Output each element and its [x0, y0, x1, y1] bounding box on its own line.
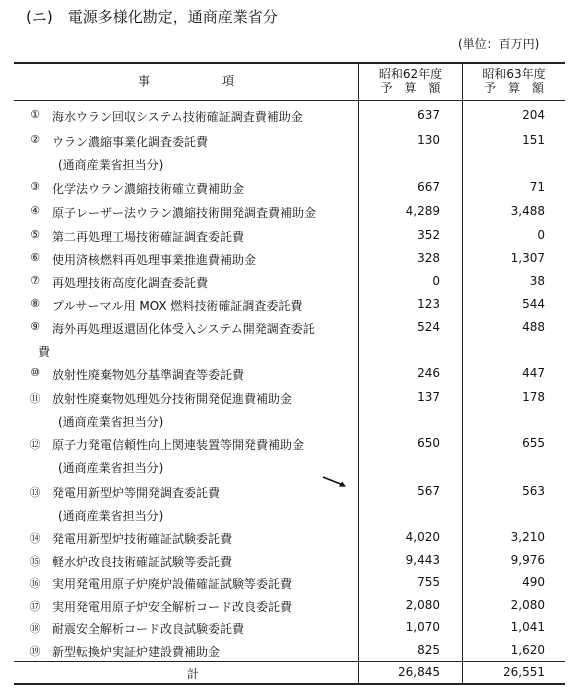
row-number: ⑱ — [29, 622, 41, 635]
row-item-name: 耐震安全解析コード改良試験委託費 — [52, 622, 245, 636]
header-item: 事 項 — [137, 74, 234, 88]
row-value-fy62: 524 — [417, 320, 440, 334]
total-v63: 26,551 — [503, 665, 545, 679]
header-col2 — [463, 67, 565, 95]
row-number: ⑧ — [30, 297, 40, 310]
row-value-fy62: 4,020 — [405, 530, 440, 544]
row-number: ④ — [30, 204, 40, 217]
row-item-name: 第二再処理工場技術確証調査委託費 — [52, 230, 245, 244]
row-value-fy62: 650 — [417, 436, 440, 450]
row-value-fy63: 38 — [529, 274, 545, 288]
row-number: ⑨ — [30, 320, 40, 333]
row-item-name: 海外再処理返還固化体受入システム開発調査委託 — [52, 322, 315, 336]
row-value-fy62: 1,070 — [405, 620, 440, 634]
total-rule — [14, 661, 565, 662]
row-value-fy63: 1,307 — [510, 251, 545, 265]
row-item-name: 使用済核燃料再処理事業推進費補助金 — [52, 253, 257, 267]
row-value-fy62: 755 — [417, 575, 440, 589]
row-value-fy63: 2,080 — [510, 598, 545, 612]
row-value-fy63: 151 — [522, 133, 545, 147]
row-value-fy63: 447 — [522, 366, 545, 380]
row-value-fy63: 563 — [522, 484, 545, 498]
section-title: (ニ) 電源多様化勘定，通商産業省分 — [26, 8, 278, 26]
row-number: ⑩ — [30, 366, 40, 379]
row-item-note: (通商産業省担当分) — [58, 461, 164, 475]
row-value-fy62: 352 — [417, 228, 440, 242]
row-number: ③ — [30, 180, 40, 193]
row-value-fy62: 667 — [417, 180, 440, 194]
row-value-fy62: 825 — [417, 643, 440, 657]
row-value-fy62: 2,080 — [405, 598, 440, 612]
row-value-fy63: 655 — [522, 436, 545, 450]
row-value-fy62: 130 — [417, 133, 440, 147]
table-top-rule — [14, 62, 565, 64]
row-item-name: 海水ウラン回収システム技術確証調査費補助金 — [52, 110, 303, 124]
row-item-note: (通商産業省担当分) — [58, 509, 164, 523]
header-col1 — [359, 67, 462, 95]
row-item-name: プルサーマル用 MOX 燃料技術確証調査委託費 — [52, 299, 303, 313]
row-number: ⑫ — [29, 438, 41, 451]
row-number: ⑯ — [29, 577, 41, 590]
row-item-name: 実用発電用原子炉安全解析コード改良委託費 — [52, 600, 293, 614]
row-value-fy63: 488 — [522, 320, 545, 334]
row-number: ⑭ — [29, 532, 41, 545]
row-value-fy63: 3,210 — [510, 530, 545, 544]
row-value-fy62: 567 — [417, 484, 440, 498]
row-number: ⑦ — [30, 274, 40, 287]
column-divider-1 — [358, 63, 359, 684]
header-col1-line2: 予 算 額 — [380, 81, 441, 95]
row-item-note: (通商産業省担当分) — [58, 415, 164, 429]
row-value-fy62: 637 — [417, 108, 440, 122]
row-item-name: 再処理技術高度化調査委託費 — [52, 276, 209, 290]
row-value-fy63: 490 — [522, 575, 545, 589]
row-item-name: 軽水炉改良技術確証試験等委託費 — [52, 555, 233, 569]
row-value-fy62: 9,443 — [405, 553, 440, 567]
row-number: ② — [30, 133, 40, 146]
row-number: ⑪ — [29, 392, 41, 405]
total-label: 計 — [187, 667, 200, 681]
header-rule — [14, 100, 565, 101]
row-item-name: 新型転換炉実証炉建設費補助金 — [52, 645, 221, 659]
row-item-name: 化学法ウラン濃縮技術確立費補助金 — [52, 182, 245, 196]
row-item-name: 原子レーザー法ウラン濃縮技術開発調査費補助金 — [52, 206, 317, 220]
row-value-fy62: 137 — [417, 390, 440, 404]
row-number: ⑮ — [29, 555, 41, 568]
header-col2-line2: 予 算 額 — [483, 81, 544, 95]
row-value-fy63: 1,041 — [510, 620, 545, 634]
row-number: ⑤ — [30, 228, 40, 241]
row-number: ⑬ — [29, 486, 41, 499]
row-value-fy62: 246 — [417, 366, 440, 380]
row-value-fy63: 9,976 — [510, 553, 545, 567]
header-col2-line1: 昭和63年度 — [482, 67, 546, 81]
row-value-fy63: 3,488 — [510, 204, 545, 218]
row-number: ⑥ — [30, 251, 40, 264]
row-number: ⑲ — [29, 645, 41, 658]
row-item-name: 発電用新型炉等開発調査委託費 — [52, 486, 221, 500]
row-value-fy63: 178 — [522, 390, 545, 404]
row-value-fy63: 204 — [522, 108, 545, 122]
row-number: ⑰ — [29, 600, 41, 613]
row-value-fy62: 328 — [417, 251, 440, 265]
header-col1-line1: 昭和62年度 — [378, 67, 443, 81]
row-value-fy63: 544 — [522, 297, 545, 311]
table-bottom-rule — [14, 683, 565, 685]
row-item-name: 原子力発電信頼性向上関連装置等開発費補助金 — [52, 438, 305, 452]
row-item-name: 放射性廃棄物処分基準調査等委託費 — [52, 368, 245, 382]
row-value-fy63: 0 — [537, 228, 545, 242]
row-value-fy63: 71 — [529, 180, 545, 194]
total-v62: 26,845 — [398, 665, 440, 679]
column-divider-2 — [462, 63, 463, 684]
row-item-name: 実用発電用原子炉廃炉設備確証試験等委託費 — [52, 577, 293, 591]
row-item-name: 放射性廃棄物処理処分技術開発促進費補助金 — [52, 392, 293, 406]
row-value-fy62: 0 — [432, 274, 440, 288]
row-number: ① — [30, 108, 40, 121]
row-value-fy63: 1,620 — [510, 643, 545, 657]
row-item-note: 費 — [38, 345, 51, 359]
row-item-name: 発電用新型炉技術確証試験委託費 — [52, 532, 233, 546]
row-value-fy62: 4,289 — [405, 204, 440, 218]
arrow-icon — [322, 475, 348, 489]
row-item-note: (通商産業省担当分) — [58, 158, 164, 172]
row-item-name: ウラン濃縮事業化調査委託費 — [52, 135, 209, 149]
unit-label: (単位：百万円) — [458, 37, 540, 51]
row-value-fy62: 123 — [417, 297, 440, 311]
